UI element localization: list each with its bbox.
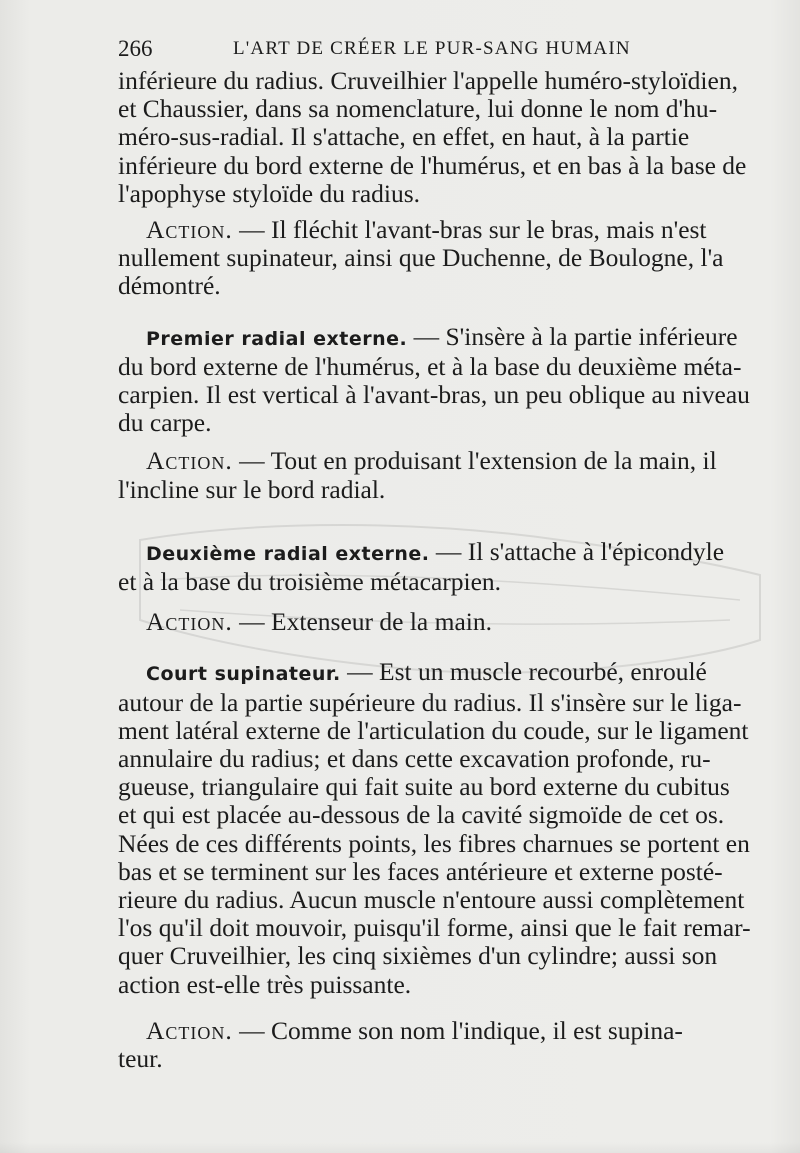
text-line: l'incline sur le bord radial.: [118, 474, 386, 504]
action-paragraph: [118, 1017, 761, 1073]
muscle-paragraph: [118, 538, 761, 596]
text-line: ment latéral externe de l'articulation du coude, sur le ligament: [118, 715, 749, 745]
action-paragraph: [118, 447, 761, 503]
muscle-name: Deuxième radial externe.: [146, 542, 430, 565]
page-number: 266: [118, 36, 153, 61]
text-line: gueuse, triangulaire qui fait suite au bord externe du cubitus: [118, 772, 730, 802]
action-label: Action.: [146, 607, 233, 637]
text-line: quer Cruveilhier, les cinq sixièmes d'un cylindre; aussi son: [118, 941, 718, 971]
text-line: action est-elle très puissante.: [118, 969, 412, 999]
text-line: Nées de ces différents points, les fibres charnues se portent en: [118, 828, 750, 858]
text-line: nullement supinateur, ainsi que Duchenne, de Boulogne, l'a: [118, 243, 724, 273]
text-line: et qui est placée au-dessous de la cavité sigmoïde de cet os.: [118, 800, 725, 830]
text-line: teur.: [118, 1044, 163, 1074]
text-line: rieure du radius. Aucun muscle n'entoure aussi complètement: [118, 885, 745, 915]
text-line: inférieure du radius. Cruveilhier l'appelle huméro-styloïdien,: [118, 66, 738, 95]
text-line: du carpe.: [118, 408, 212, 438]
action-label: Action.: [146, 1015, 233, 1045]
text-line: l'apophyse styloïde du radius.: [118, 178, 421, 208]
running-title: L'ART DE CRÉER LE PUR-SANG HUMAIN: [233, 38, 631, 59]
body-text: [118, 67, 761, 1073]
muscle-paragraph: [118, 658, 761, 998]
text-line: — Extenseur de la main.: [232, 607, 492, 637]
text-line: inférieure du bord externe de l'humérus, et en bas à la base de: [118, 150, 747, 180]
text-line: démontré.: [118, 271, 221, 301]
text-line: — Il fléchit l'avant-bras sur le bras, mais n'est: [232, 215, 707, 245]
paragraph: [118, 67, 761, 208]
text-line: carpien. Il est vertical à l'avant-bras, un peu oblique au niveau: [118, 380, 750, 410]
action-paragraph: [118, 216, 761, 301]
text-line: annulaire du radius; et dans cette excavation profonde, ru-: [118, 744, 711, 774]
action-label: Action.: [146, 215, 233, 245]
muscle-name: Premier radial externe.: [146, 327, 408, 350]
text-line: — S'insère à la partie inférieure: [407, 321, 738, 351]
muscle-name: Court supinateur.: [146, 663, 341, 686]
text-line: — Tout en produisant l'extension de la main, il: [232, 446, 717, 476]
text-line: méro-sus-radial. Il s'attache, en effet, en haut, à la partie: [118, 122, 690, 152]
running-head: [118, 30, 758, 64]
text-line: l'os qu'il doit mouvoir, puisqu'il forme, ainsi que le fait remar-: [118, 913, 751, 943]
text-line: — Comme son nom l'indique, il est supina-: [232, 1015, 683, 1045]
page-bottom-shadow: [0, 1142, 800, 1153]
text-line: — Est un muscle recourbé, enroulé: [340, 657, 707, 687]
text-line: du bord externe de l'humérus, et à la base du deuxième méta-: [118, 351, 742, 381]
text-line: et Chaussier, dans sa nomenclature, lui donne le nom d'hu-: [118, 94, 718, 124]
muscle-paragraph: [118, 323, 761, 438]
text-line: autour de la partie supérieure du radius. Il s'insère sur le liga-: [118, 687, 742, 717]
text-line: — Il s'attache à l'épicondyle: [429, 536, 725, 566]
action-label: Action.: [146, 446, 233, 476]
action-paragraph: [118, 608, 761, 636]
text-line: et à la base du troisième métacarpien.: [118, 567, 502, 597]
text-line: bas et se terminent sur les faces antérieure et externe posté-: [118, 856, 723, 886]
